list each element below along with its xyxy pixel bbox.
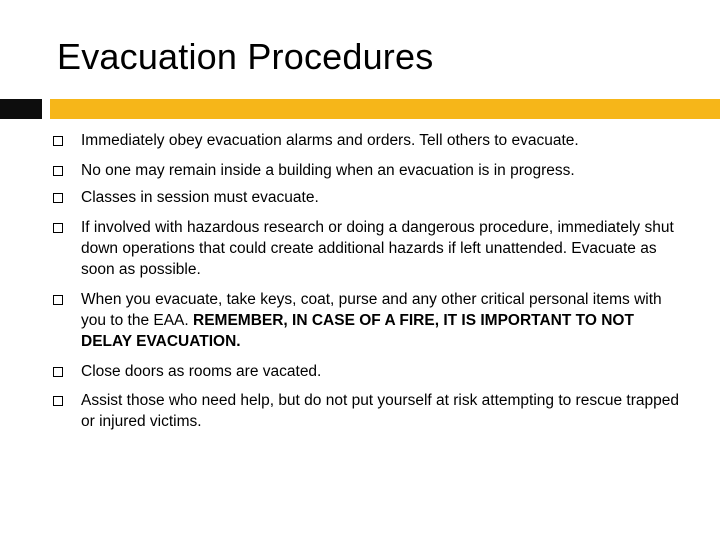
- square-bullet-icon: [53, 223, 63, 233]
- bullet-text: [81, 289, 681, 352]
- square-bullet-icon: [53, 166, 63, 176]
- bullet-text: Assist those who need help, but do not put yourself at risk attempting to rescue trapped or injured victims.: [81, 392, 679, 430]
- slide-title: Evacuation Procedures: [57, 36, 434, 77]
- square-bullet-icon: [53, 136, 63, 146]
- square-bullet-icon: [53, 367, 63, 377]
- square-bullet-icon: [53, 396, 63, 406]
- bullet-emphasis-text: REMEMBER, IN CASE OF A FIRE, IT IS IMPORTANT TO NOT DELAY EVACUATION.: [81, 312, 634, 350]
- title-accent-bar-dark: [0, 99, 42, 119]
- square-bullet-icon: [53, 295, 63, 305]
- bullet-text: If involved with hazardous research or doing a dangerous procedure, immediately shut down operations that could create additional hazards if left unattended. Evacuate as soon as possible.: [81, 219, 674, 278]
- bullet-plain-text: When you evacuate, take keys, coat, purse and any other critical personal items with you to the EAA.: [81, 291, 662, 329]
- bullet-text: Classes in session must evacuate.: [81, 189, 319, 206]
- square-bullet-icon: [53, 193, 63, 203]
- bullet-text: Close doors as rooms are vacated.: [81, 363, 322, 380]
- title-accent-bar-gold: [50, 99, 720, 119]
- bullet-text: Immediately obey evacuation alarms and orders. Tell others to evacuate.: [81, 132, 579, 149]
- bullet-text: No one may remain inside a building when an evacuation is in progress.: [81, 162, 575, 179]
